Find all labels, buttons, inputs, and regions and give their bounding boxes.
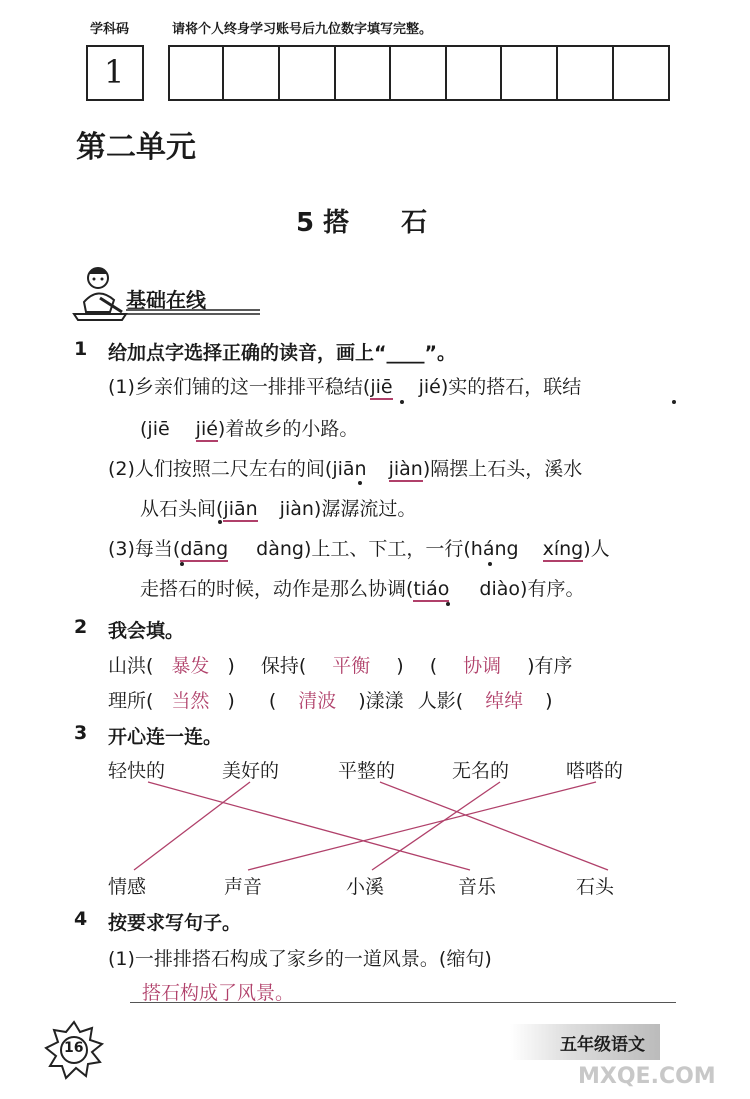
match-bottom-4[interactable]: 音乐 (458, 876, 497, 898)
q3-prompt: 开心连一连。 (108, 726, 223, 748)
q1-number: 1 (74, 338, 88, 360)
q1-text: )上工、下工，一行( (303, 538, 471, 560)
q2-answer[interactable]: 清波 (298, 690, 337, 712)
q2-text: )漾漾 (358, 690, 404, 712)
q4-item-1: (1)一排排搭石构成了家乡的一道风景。(缩句) (108, 948, 492, 970)
pinyin-option[interactable]: jié (418, 376, 441, 398)
q1-text: )有序。 (520, 578, 585, 600)
subject-code: 1 (104, 53, 125, 91)
pinyin-option-selected[interactable]: dāng (180, 538, 229, 560)
q1-prompt: 给加点字选择正确的读音，画上“____”。 (108, 342, 456, 364)
lesson-title: 5 搭 石 (296, 208, 428, 238)
match-bottom-5[interactable]: 石头 (576, 876, 615, 898)
q2-text: 保持( (260, 655, 307, 677)
match-bottom-3[interactable]: 小溪 (346, 876, 385, 898)
q1-text: )实的搭石，联结 (440, 376, 582, 398)
q2-text: ( (268, 690, 277, 712)
q1-text: 从石头间( (140, 498, 224, 520)
q2-answer[interactable]: 暴发 (171, 655, 210, 677)
match-line (372, 782, 500, 870)
match-top-1[interactable]: 轻快的 (108, 760, 166, 782)
pinyin-option-selected[interactable]: jiàn (388, 458, 423, 480)
q2-answer[interactable]: 平衡 (332, 655, 371, 677)
q2-text: 人影( (417, 690, 464, 712)
q4-answer[interactable]: 搭石构成了风景。 (142, 982, 295, 1004)
pinyin-option-selected[interactable]: jiān (223, 498, 258, 520)
q3-number: 3 (74, 722, 88, 744)
q2-answer[interactable]: 当然 (171, 690, 210, 712)
q2-text: ) (545, 690, 553, 712)
pinyin-option[interactable]: jiē (147, 418, 170, 440)
q2-text: ) (227, 690, 235, 712)
q2-answer[interactable]: 协调 (463, 655, 502, 677)
q1-text: 走搭石的时候，动作是那么协调( (140, 578, 414, 600)
page-number: 16 (64, 1040, 84, 1056)
grade-label: 五年级语文 (560, 1035, 645, 1055)
match-line (380, 782, 608, 870)
q1-text: )潺潺流过。 (313, 498, 417, 520)
pinyin-option[interactable]: jiàn (279, 498, 314, 520)
watermark: MXQE.COM (578, 1064, 716, 1089)
pinyin-option-selected[interactable]: xíng (542, 538, 584, 560)
match-top-5[interactable]: 嗒嗒的 (566, 760, 624, 782)
match-top-3[interactable]: 平整的 (338, 760, 396, 782)
q2-text: 山洪( (108, 655, 154, 677)
pinyin-option[interactable]: dàng (256, 538, 304, 560)
q1-text: (1)乡亲们铺的这一排排平稳结( (108, 376, 371, 398)
subject-code-label: 学科码 (90, 22, 130, 37)
answer-line (130, 1002, 676, 1003)
q2-answer[interactable]: 绰绰 (485, 690, 524, 712)
pinyin-option[interactable]: diào (479, 578, 521, 600)
q4-prompt: 按要求写句子。 (108, 912, 242, 934)
q1-text: )隔摆上石头，溪水 (422, 458, 583, 480)
unit-title: 第二单元 (76, 130, 196, 165)
pinyin-option-selected[interactable]: jié (195, 418, 218, 440)
q2-number: 2 (74, 616, 88, 638)
pinyin-option[interactable]: jiān (332, 458, 367, 480)
q1-text: (3)每当( (108, 538, 181, 560)
match-top-4[interactable]: 无名的 (452, 760, 510, 782)
section-title: 基础在线 (126, 288, 206, 312)
pinyin-option[interactable]: háng (470, 538, 519, 560)
q2-text: ( (429, 655, 438, 677)
match-top-2[interactable]: 美好的 (222, 760, 280, 782)
q4-number: 4 (74, 908, 88, 930)
q2-prompt: 我会填。 (108, 620, 185, 642)
q1-text: (2)人们按照二尺左右的间( (108, 458, 333, 480)
q1-text: )人 (583, 538, 610, 560)
match-line (134, 782, 250, 870)
q2-text: ) (396, 655, 404, 677)
match-bottom-2[interactable]: 声音 (224, 876, 263, 898)
q2-text: 理所( (108, 690, 154, 712)
pinyin-option-selected[interactable]: jiē (370, 376, 393, 398)
q1-text: )着故乡的小路。 (217, 418, 359, 440)
q2-text: ) (227, 655, 235, 677)
q2-text: )有序 (527, 655, 573, 677)
account-instruction: 请将个人终身学习账号后九位数字填写完整。 (172, 22, 433, 37)
q1-text: ( (140, 418, 148, 440)
pinyin-option-selected[interactable]: tiáo (413, 578, 450, 600)
match-bottom-1[interactable]: 情感 (108, 876, 147, 898)
